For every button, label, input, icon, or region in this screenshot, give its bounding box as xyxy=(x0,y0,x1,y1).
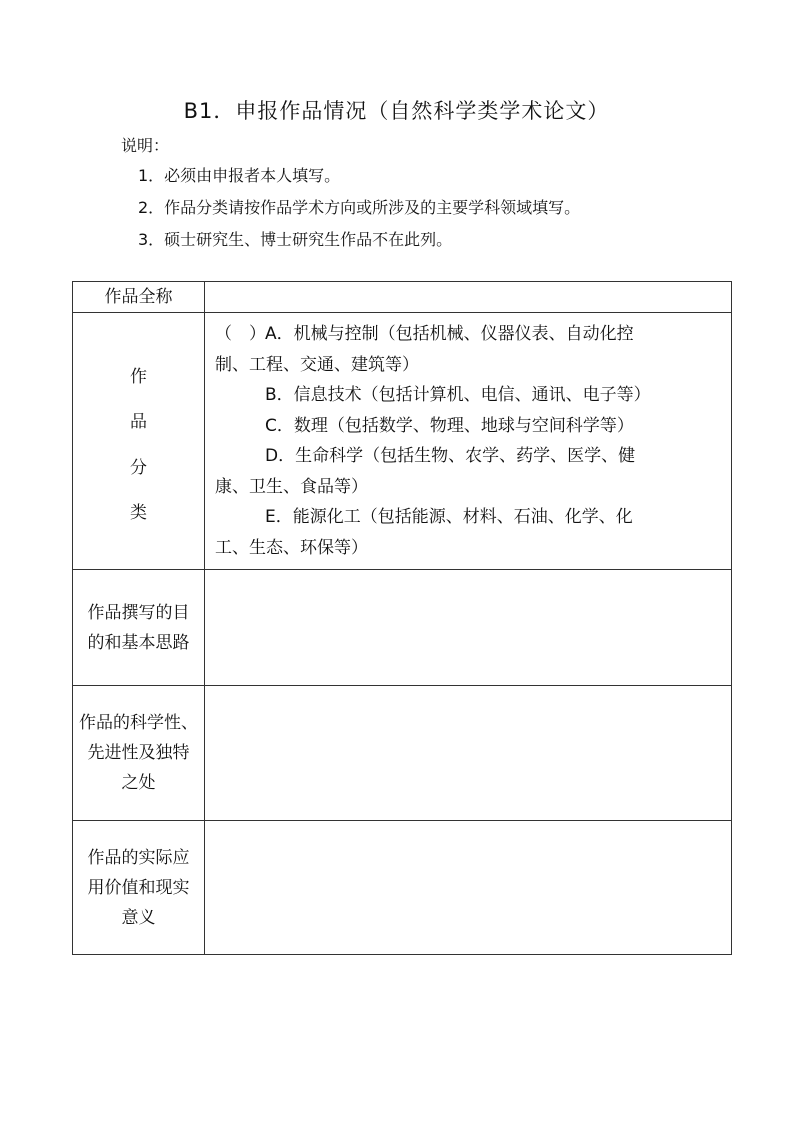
application-label-line-2: 用价值和现实 xyxy=(87,877,190,898)
purpose-label-line-2: 的和基本思路 xyxy=(87,632,190,653)
purpose-label-line-1: 作品撰写的目 xyxy=(87,602,190,623)
application-label-line-3: 意义 xyxy=(121,907,156,928)
category-label-char-4: 类 xyxy=(130,502,147,523)
full-name-field[interactable] xyxy=(205,282,732,313)
science-label-line-3: 之处 xyxy=(121,773,156,793)
category-label xyxy=(73,313,205,570)
application-form-table xyxy=(72,281,732,955)
purpose-field[interactable] xyxy=(205,570,732,686)
category-option-a[interactable] xyxy=(215,319,721,350)
category-options xyxy=(205,313,732,570)
application-label-line-1: 作品的实际应 xyxy=(87,847,190,868)
category-option-e: E．能源化工（包括能源、材料、石油、化学、化 xyxy=(265,507,633,527)
category-choice-blank[interactable]: （ ） xyxy=(215,324,266,344)
row-science xyxy=(73,686,732,821)
science-field[interactable] xyxy=(205,686,732,821)
category-option-b: B．信息技术（包括计算机、电信、通讯、电子等） xyxy=(265,385,651,405)
category-option-e-cont: 工、生态、环保等） xyxy=(215,537,368,558)
full-name-label: 作品全称 xyxy=(73,282,205,313)
row-purpose xyxy=(73,570,732,686)
note-item-2: 2．作品分类请按作品学术方向或所涉及的主要学科领域填写。 xyxy=(138,198,581,217)
row-category xyxy=(73,313,732,570)
science-label-line-2: 先进性及独特 xyxy=(87,743,190,763)
application-field[interactable] xyxy=(205,821,732,955)
category-option-d: D．生命科学（包括生物、农学、药学、医学、健 xyxy=(265,446,636,466)
row-full-name xyxy=(73,282,732,313)
notes-label: 说明： xyxy=(121,136,170,155)
note-item-3: 3．硕士研究生、博士研究生作品不在此列。 xyxy=(138,230,453,249)
purpose-label xyxy=(73,570,205,686)
category-option-d-cont: 康、卫生、食品等） xyxy=(215,476,368,497)
science-label-line-1: 作品的科学性、 xyxy=(79,713,198,733)
category-option-c: C．数理（包括数学、物理、地球与空间科学等） xyxy=(265,415,634,436)
science-label xyxy=(73,686,205,821)
row-application xyxy=(73,821,732,955)
category-label-char-1: 作 xyxy=(130,367,147,387)
category-option-a-cont: 制、工程、交通、建筑等） xyxy=(215,354,419,375)
category-option-a-text: A．机械与控制（包括机械、仪器仪表、自动化控 xyxy=(265,324,634,344)
application-label xyxy=(73,821,205,955)
category-label-char-2: 品 xyxy=(130,412,147,433)
page-title: B1．申报作品情况（自然科学类学术论文） xyxy=(183,99,610,123)
note-item-1: 1．必须由申报者本人填写。 xyxy=(138,166,341,185)
category-label-char-3: 分 xyxy=(130,457,147,478)
